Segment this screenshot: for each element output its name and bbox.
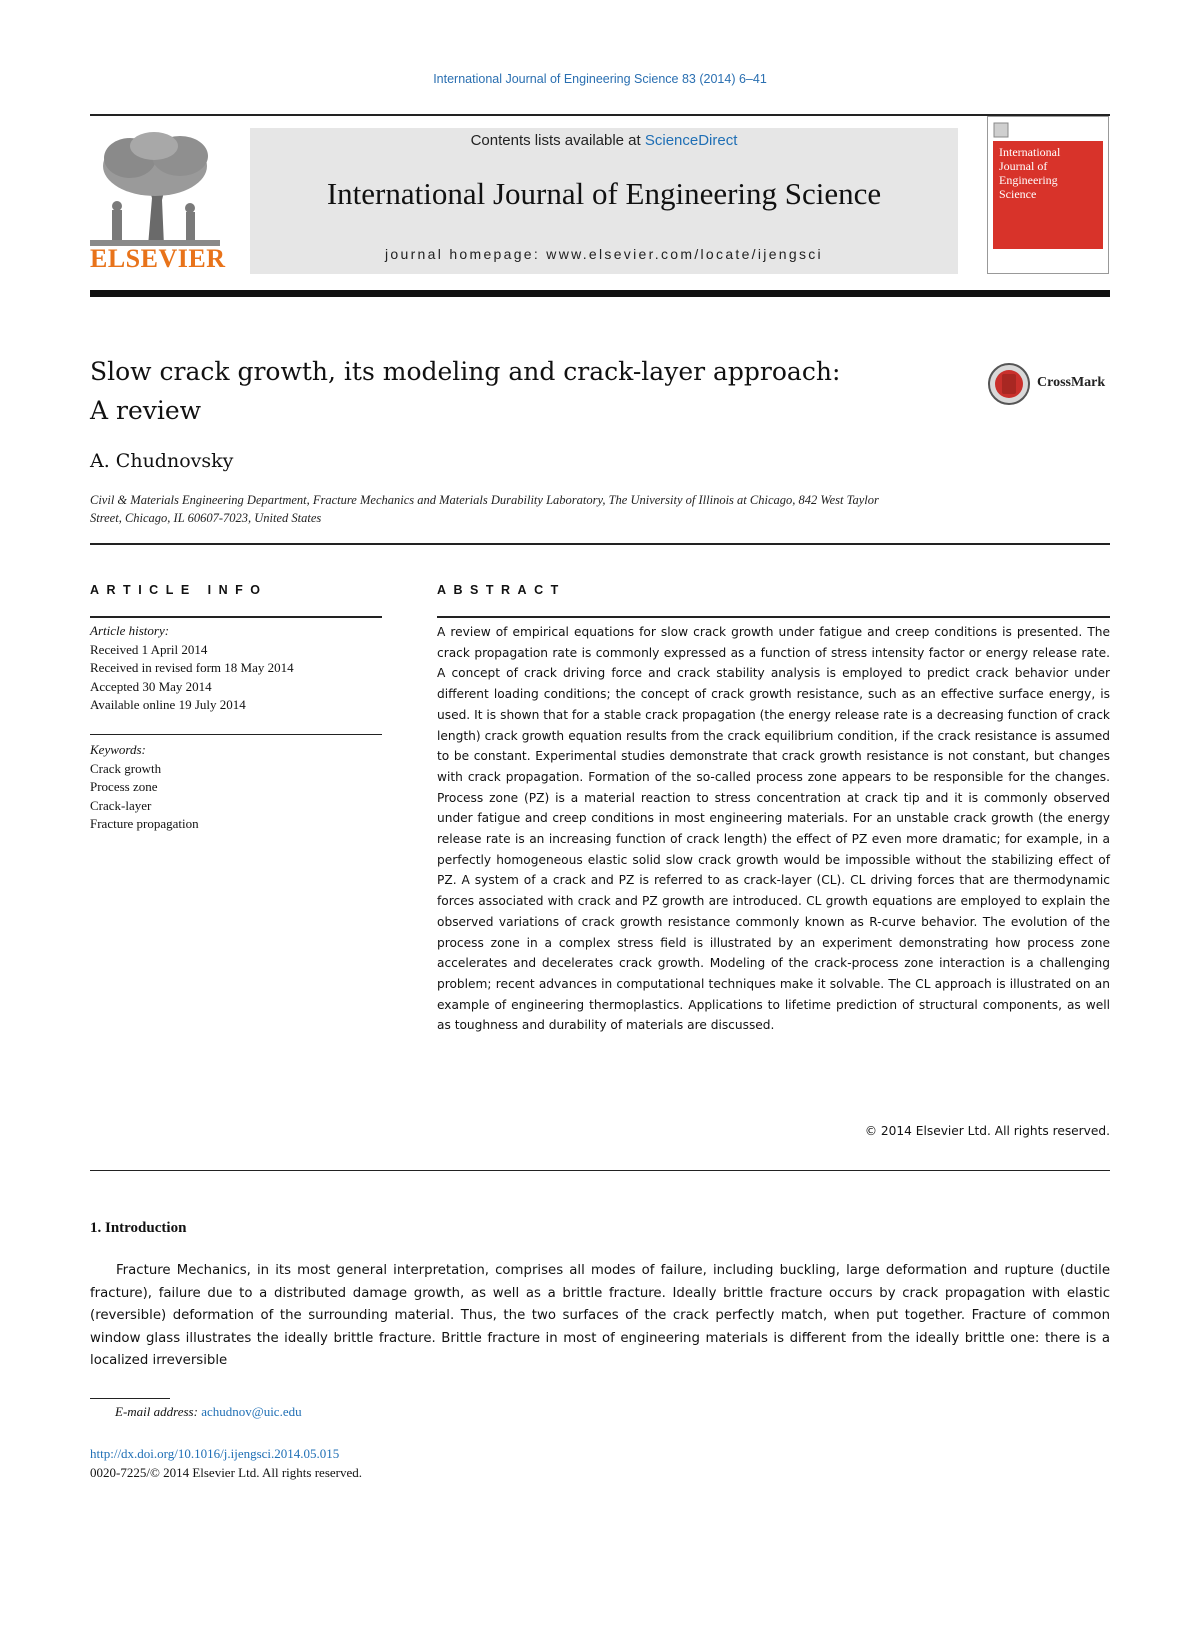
affiliation-line-1: Civil & Materials Engineering Department, Fracture Mechanics and Materials Durability Laboratory, The University of Illinois at Chicago, 842 West Taylor — [90, 493, 879, 507]
keyword-item: Process zone — [90, 779, 158, 795]
cover-title — [999, 145, 1060, 201]
sciencedirect-link[interactable]: ScienceDirect — [644, 132, 738, 149]
keyword-item: Fracture propagation — [90, 816, 199, 832]
crossmark-badge[interactable] — [987, 362, 1117, 406]
introduction-heading: 1. Introduction — [90, 1220, 187, 1236]
abstract-rule — [437, 616, 1110, 618]
history-label: Article history: — [90, 623, 170, 638]
article-title-line-1: Slow crack growth, its modeling and crack-layer approach: — [90, 357, 841, 386]
introduction-text: Fracture Mechanics, in its most general interpretation, comprises all modes of failure, including buckling, large deformation and rupture (ductile fracture), failure due to a distributed damage growth, as well as a brittle fracture. Ideally brittle fracture occurs by crack propagation with elastic (reversible) deformation of the surrounding material. Thus, the two surfaces of the crack perfectly match, when put together. Fracture of common window glass illustrates the ideally brittle fracture. Brittle fracture in most of engineering materials is different from the ideally brittle one: there is a localized irreversible — [90, 1263, 1110, 1368]
crossmark-icon — [987, 362, 1031, 406]
history-item: Received 1 April 2014 — [90, 641, 208, 657]
homepage-line — [250, 246, 958, 262]
affiliation-divider — [90, 543, 1110, 545]
email-label: E-mail address: — [115, 1404, 198, 1419]
journal-cover-thumbnail[interactable] — [987, 116, 1109, 274]
abstract-divider — [90, 1170, 1110, 1171]
elsevier-tree-icon — [90, 128, 220, 246]
history-item: Available online 19 July 2014 — [90, 697, 246, 713]
author-name: A. Chudnovsky — [90, 450, 234, 472]
journal-masthead — [250, 128, 958, 274]
journal-citation[interactable]: International Journal of Engineering Science 83 (2014) 6–41 — [433, 72, 767, 86]
keyword-item: Crack-layer — [90, 797, 152, 813]
keywords-label: Keywords: — [90, 742, 146, 757]
abstract-heading: ABSTRACT — [437, 583, 566, 597]
cover-title-line: Engineering — [999, 173, 1058, 187]
cover-title-panel — [993, 141, 1103, 249]
header-top-rule — [90, 114, 1110, 116]
contents-line — [250, 132, 958, 149]
issn-copyright: 0020-7225/© 2014 Elsevier Ltd. All rights reserved. — [90, 1465, 362, 1480]
affiliation-line-2: Street, Chicago, IL 60607-7023, United States — [90, 511, 322, 525]
history-item: Accepted 30 May 2014 — [90, 678, 212, 694]
author-affiliation — [90, 491, 1090, 527]
journal-name: International Journal of Engineering Science — [326, 176, 882, 211]
contents-prefix: Contents lists available at — [470, 132, 645, 149]
elsevier-wordmark: ELSEVIER — [90, 244, 226, 273]
abstract-text: A review of empirical equations for slow crack growth under fatigue and creep conditions is presented. The crack propagation rate is commonly expressed as a function of stress intensity factor or energy release rate. A concept of crack driving force and crack stability analysis is employed to predict crack behavior under different loading conditions; the concept of crack growth resistance, such as an effective surface energy, is used. It is shown that for a stable crack propagation (the energy release rate is a decreasing function of crack length) crack growth equation results from the crack equilibrium condition, if the crack resistance is assumed to be constant. Experimental studies demonstrate that crack growth resistance is not constant, but changes with crack propagation. Formation of the so-called process zone appears to be responsible for the changes. Process zone (PZ) is a material reaction to stress concentration at crack tip and it is commonly observed under fatigue and creep conditions in most engineering materials. For an unstable crack growth (the energy release rate is an increasing function of crack length) the effect of PZ even more dramatic; for example, in a perfectly homogeneous elastic solid slow crack growth would be impossible without the stabilizing effect of PZ. A system of a crack and PZ is referred to as crack-layer (CL). CL driving forces that are thermodynamic forces associated with crack and PZ growth are introduced. CL growth equations are employed to explain the observed variations of crack growth resistance commonly known as R-curve behavior. The evolution of the process zone in a complex stress field is illustrated by an experiment demonstrating how process zone accelerates and decelerates crack growth. Modeling of the crack-process zone interaction is a challenging problem; recent advances in computational techniques make it solvable. The CL approach is illustrated on an example of engineering thermoplastics. Applications to lifetime prediction of structural components, as well as toughness and durability of materials are discussed. — [437, 625, 1110, 1033]
homepage-prefix: journal homepage: — [385, 246, 547, 262]
email-link[interactable]: achudnov@uic.edu — [201, 1404, 302, 1419]
abstract-copyright: © 2014 Elsevier Ltd. All rights reserved. — [864, 1124, 1110, 1138]
doi-link[interactable]: http://dx.doi.org/10.1016/j.ijengsci.2014.05.015 — [90, 1446, 340, 1461]
article-info-rule — [90, 616, 382, 618]
cover-title-line: Journal of — [999, 159, 1048, 173]
cover-title-line: International — [999, 145, 1061, 159]
elsevier-logo — [90, 128, 226, 274]
article-history — [90, 622, 390, 715]
homepage-url-link[interactable]: www.elsevier.com/locate/ijengsci — [546, 246, 823, 262]
cover-title-line: Science — [999, 187, 1037, 201]
cover-publisher-icon — [993, 122, 1009, 138]
footnote-email — [115, 1404, 302, 1420]
keywords — [90, 741, 390, 834]
footnote-rule — [90, 1398, 170, 1399]
article-title — [90, 352, 950, 430]
keywords-rule — [90, 734, 382, 735]
article-title-line-2: A review — [90, 396, 202, 425]
article-info-heading: ARTICLE INFO — [90, 583, 268, 597]
header-bottom-rule — [90, 290, 1110, 297]
keyword-item: Crack growth — [90, 760, 162, 776]
crossmark-label: CrossMark — [1037, 375, 1106, 390]
history-item: Received in revised form 18 May 2014 — [90, 660, 294, 676]
